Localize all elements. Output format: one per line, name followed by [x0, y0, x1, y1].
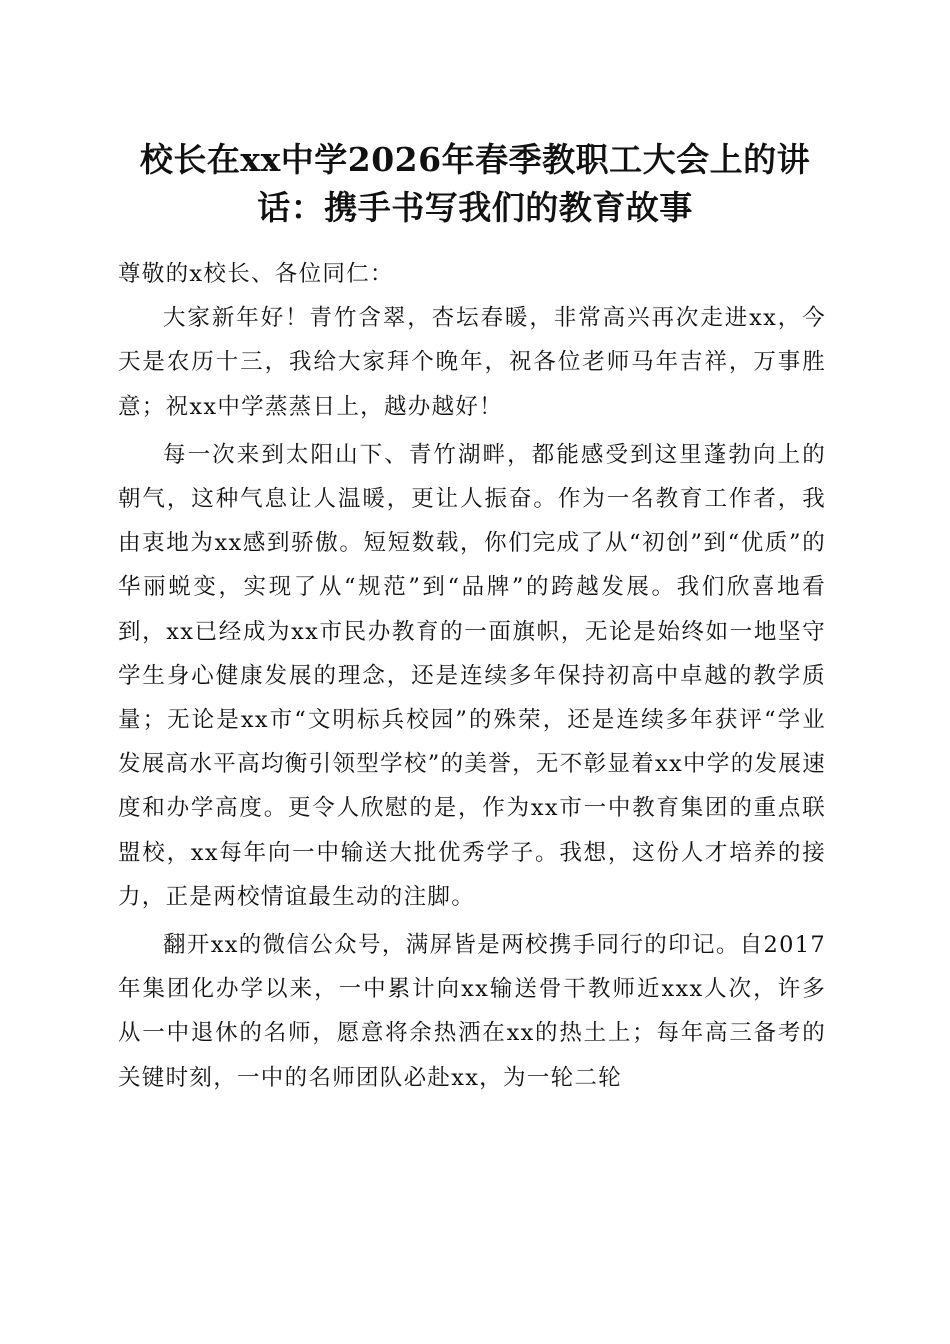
- paragraph-collaboration: 翻开xx的微信公众号，满屏皆是两校携手同行的印记。自2017年集团化办学以来，一中累计向xx输送骨干教师近xxx人次，许多从一中退休的名师，愿意将余热洒在xx的热土上；每年高三备考的关键时刻，一中的名师团队必赴xx，为一轮二轮: [118, 932, 826, 1091]
- document-body: [118, 252, 826, 1100]
- paragraph-greeting: 大家新年好！青竹含翠，杏坛春暖，非常高兴再次走进xx，今天是农历十三，我给大家拜个晚年，祝各位老师马年吉祥，万事胜意；祝xx中学蒸蒸日上，越办越好！: [118, 305, 826, 420]
- salutation: 尊敬的x校长、各位同仁：: [118, 261, 394, 287]
- paragraph-school-achievements: 每一次来到太阳山下、青竹湖畔，都能感受到这里蓬勃向上的朝气，这种气息让人温暖，更让人振奋。作为一名教育工作者，我由衷地为xx感到骄傲。短短数载，你们完成了从“初创”到“优质”的华丽蜕变，实现了从“规范”到“品牌”的跨越发展。我们欣喜地看到，xx已经成为xx市民办教育的一面旗帜，无论是始终如一地坚守学生身心健康发展的理念，还是连续多年保持初高中卓越的教学质量；无论是xx市“文明标兵校园”的殊荣，还是连续多年获评“学业发展高水平高均衡引领型学校”的美誉，无不彰显着xx中学的发展速度和办学高度。更令人欣慰的是，作为xx市一中教育集团的重点联盟校，xx每年向一中输送大批优秀学子。我想，这份人才培养的接力，正是两校情谊最生动的注脚。: [118, 441, 826, 910]
- document-title: 校长在xx中学2026年春季教职工大会上的讲话：携手书写我们的教育故事: [139, 140, 811, 227]
